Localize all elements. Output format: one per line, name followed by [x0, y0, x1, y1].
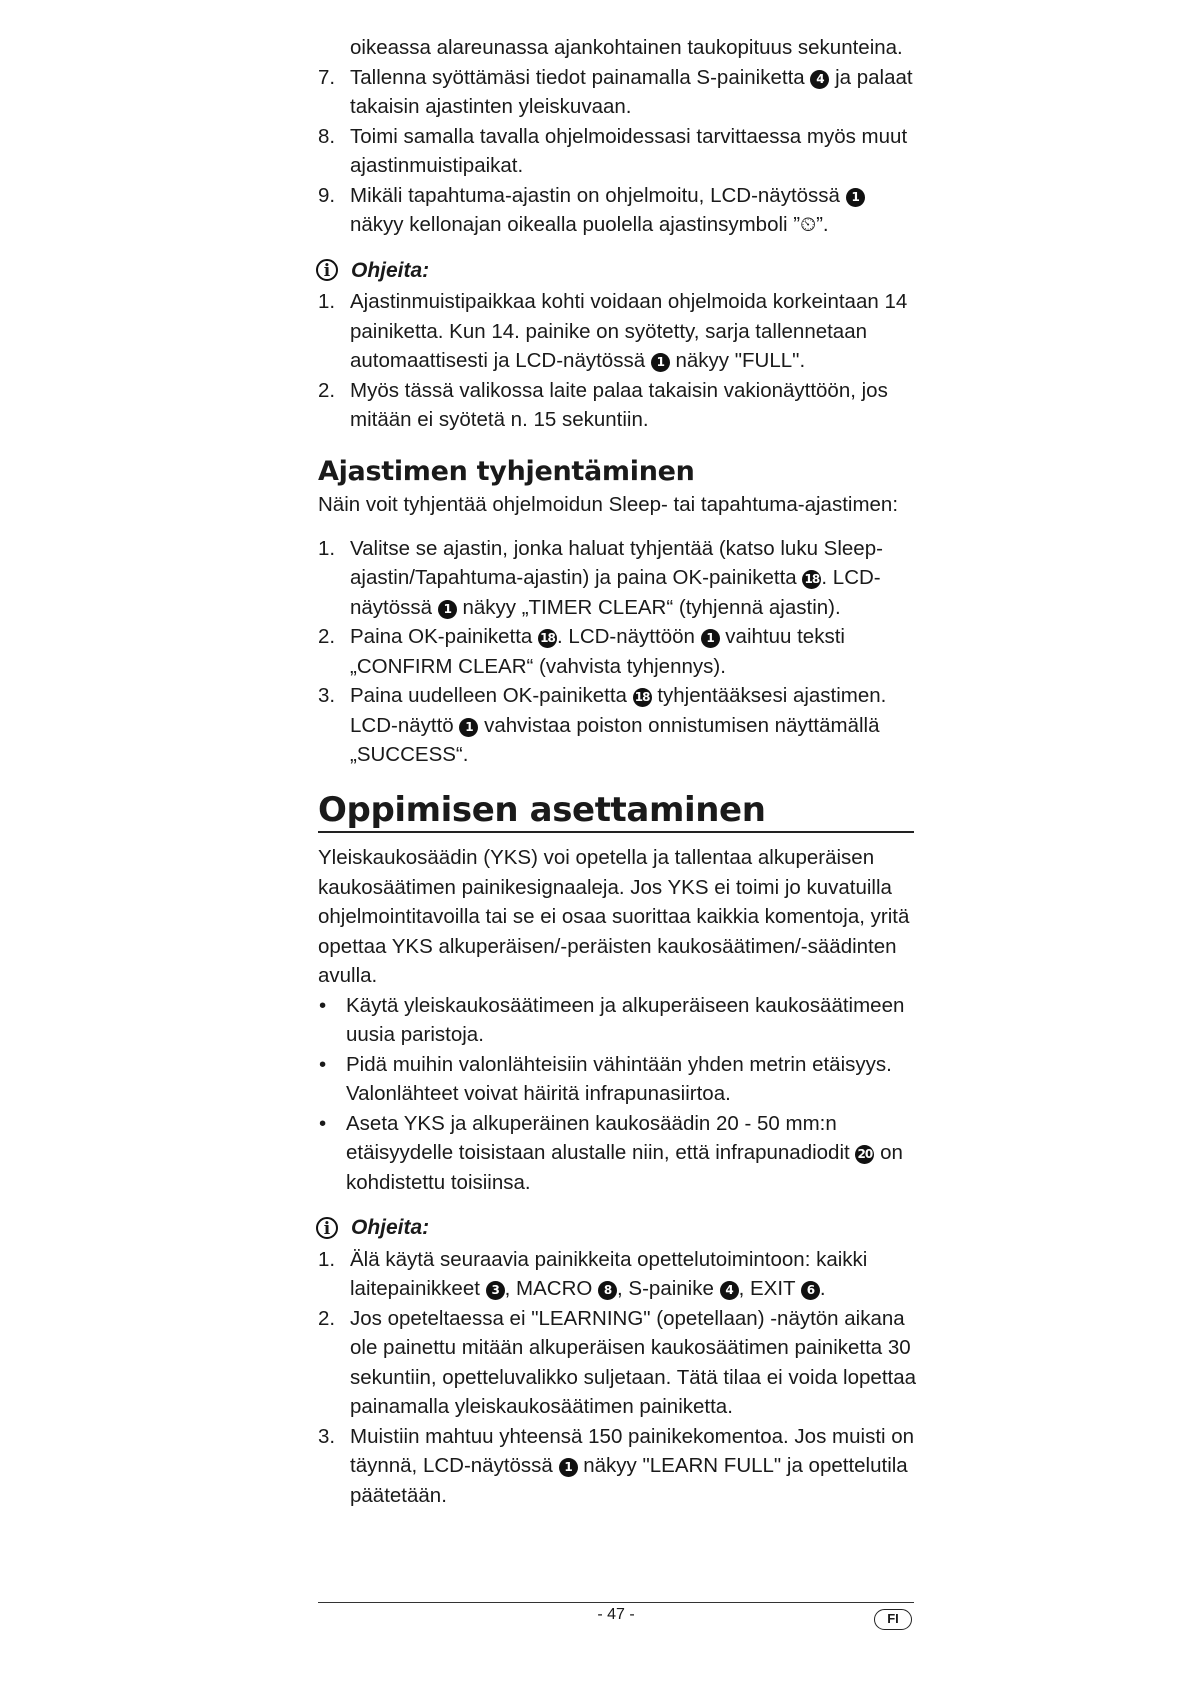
- ref-badge: 20: [855, 1145, 874, 1164]
- ref-badge: 1: [651, 353, 670, 372]
- list-item: 3. Muistiin mahtuu yhteensä 150 painikekomentoa. Jos muisti on täynnä, LCD-näytössä 1 näkyy "LEARN FULL" ja opettelutila päätetään.: [318, 1424, 915, 1507]
- info-icon: i: [316, 259, 338, 281]
- ref-badge: 1: [459, 718, 478, 737]
- list-item: 3. Paina uudelleen OK-painiketta 18 tyhjentääksesi ajastimen. LCD-näyttö 1 vahvistaa poiston onnistumisen näyttämällä „SUCCESS“.: [318, 684, 887, 766]
- ref-badge: 18: [633, 688, 652, 707]
- ref-badge: 18: [538, 629, 557, 648]
- ref-badge: 4: [720, 1281, 739, 1300]
- paragraph: Näin voit tyhjentää ohjelmoidun Sleep- tai tapahtuma-ajastimen:: [318, 493, 899, 516]
- bullet-item: • Aseta YKS ja alkuperäinen kaukosäädin 20 - 50 mm:n etäisyydelle toisistaan alustalle niin, että infrapunadiodit 20 on kohdistettu toisiinsa.: [319, 1111, 903, 1194]
- list-item: 2. Paina OK-painiketta 18 . LCD-näyttöön 1 vaihtuu teksti „CONFIRM CLEAR“ (vahvista tyhjennys).: [318, 625, 845, 678]
- section-heading: Ajastimen tyhjentäminen: [318, 455, 695, 487]
- bullet-item: • Pidä muihin valonlähteisiin vähintään yhden metrin etäisyys. Valonlähteet voivat häiritä infrapunasiirtoa.: [319, 1052, 892, 1105]
- list-item: 9. Mikäli tapahtuma-ajastin on ohjelmoitu, LCD-näytössä 1 näkyy kellonajan oikealla puolella ajastinsymboli ”⏲”.: [318, 181, 918, 240]
- page-number: - 47 -: [597, 1606, 635, 1623]
- info-icon: i: [316, 1217, 338, 1239]
- ref-badge: 4: [810, 70, 829, 89]
- page-title: Oppimisen asettaminen: [318, 789, 766, 830]
- page-content: [318, 33, 918, 1510]
- ref-badge: 6: [801, 1281, 820, 1300]
- language-badge: FI: [874, 1609, 912, 1630]
- divider: [318, 831, 914, 833]
- ref-badge: 8: [598, 1281, 617, 1300]
- continued-text: oikeassa alareunassa ajankohtainen taukopituus sekunteina.: [350, 36, 903, 59]
- footer-divider: [318, 1602, 914, 1603]
- list-item: 1. Älä käytä seuraavia painikkeita opettelutoimintoon: kaikki laitepainikkeet 3 , MACRO 8 , S-painike 4 , EXIT 6 .: [318, 1247, 868, 1300]
- ref-badge: 1: [846, 188, 865, 207]
- list-item: 1. Valitse se ajastin, jonka haluat tyhjentää (katso luku Sleep-ajastin/Tapahtuma-ajastin) ja paina OK-painiketta 18 . LCD-näytössä 1 näkyy „TIMER CLEAR“ (tyhjennä ajastin).: [318, 536, 883, 619]
- list-item: 2. Jos opeteltaessa ei "LEARNING" (opetellaan) -näytön aikana ole painettu mitään alkuperäisen kaukosäätimen painiketta 30 sekuntiin, opetteluvalikko suljetaan. Tätä tilaa ei voida lopettaa painamalla yleiskaukosäätimen painiketta.: [318, 1306, 917, 1418]
- list-item: 1. Ajastinmuistipaikkaa kohti voidaan ohjelmoida korkeintaan 14 painiketta. Kun 14. painike on syötetty, sarja tallennetaan automaattisesti ja LCD-näytössä 1 näkyy "FULL".: [318, 290, 908, 372]
- ref-badge: 1: [701, 629, 720, 648]
- bullet-item: • Käytä yleiskaukosäätimeen ja alkuperäiseen kaukosäätimeen uusia paristoja.: [319, 993, 905, 1046]
- list-item: 7. Tallenna syöttämäsi tiedot painamalla S-painiketta 4 ja palaat takaisin ajastinten yleiskuvaan.: [318, 65, 913, 118]
- list-item: 8. Toimi samalla tavalla ohjelmoidessasi tarvittaessa myös muut ajastinmuistipaikat.: [318, 124, 908, 177]
- ref-badge: 1: [438, 600, 457, 619]
- note-heading: i Ohjeita:: [318, 1213, 918, 1243]
- ref-badge: 18: [802, 570, 821, 589]
- ref-badge: 1: [559, 1458, 578, 1477]
- list-item: 2. Myös tässä valikossa laite palaa takaisin vakionäyttöön, jos mitään ei syötetä n. 15 sekuntiin.: [318, 378, 888, 431]
- paragraph: Yleiskaukosäädin (YKS) voi opetella ja tallentaa alkuperäisen kaukosäätimen painikesignaaleja. Jos YKS ei toimi jo kuvatuilla ohjelmointitavoilla tai se ei osaa suorittaa kaikkia komentoja, yritä opettaa YKS alkuperäisen/-peräisten kaukosäätimen/-säädinten avulla.: [318, 846, 910, 987]
- note-heading: i Ohjeita:: [318, 256, 918, 286]
- ref-badge: 3: [486, 1281, 505, 1300]
